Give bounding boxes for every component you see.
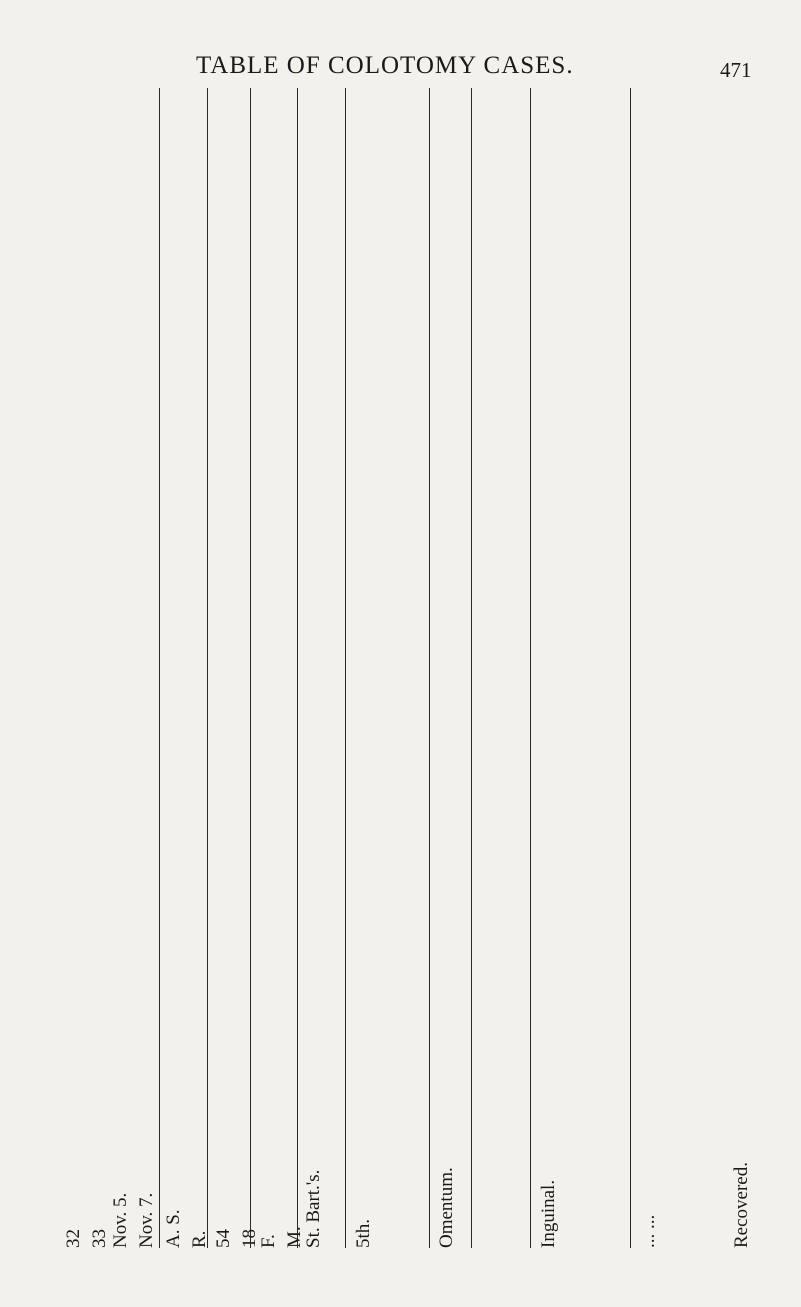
column-rule	[207, 88, 208, 1248]
column-rule	[159, 88, 160, 1248]
column-rule	[471, 88, 472, 1248]
patient-initials: A. S.	[163, 1209, 184, 1248]
column-rule	[630, 88, 631, 1248]
column-rule	[429, 88, 430, 1248]
column-rule	[530, 88, 531, 1248]
page-header	[0, 52, 801, 82]
colotomy-table	[55, 88, 755, 1248]
case-source: St. Bart.'s.	[303, 1169, 324, 1248]
page-number: 471	[720, 58, 752, 82]
case-notes: ... ...	[638, 1214, 659, 1248]
column-rule	[250, 88, 251, 1248]
patient-sex: M.	[284, 1226, 305, 1248]
case-number: 33	[89, 1229, 110, 1248]
patient-sex: F.	[258, 1234, 279, 1248]
case-date: Nov. 7.	[136, 1192, 157, 1248]
hernia-site: Inguinal.	[538, 1179, 559, 1248]
column-rule	[297, 88, 298, 1248]
day-of-operation: 5th.	[353, 1218, 374, 1248]
patient-age: 18	[239, 1229, 260, 1248]
case-result: Recovered.	[731, 1162, 752, 1248]
patient-initials: R.	[189, 1230, 210, 1248]
case-number: 32	[63, 1229, 84, 1248]
column-rule	[345, 88, 346, 1248]
case-date: Nov. 5.	[110, 1192, 131, 1248]
running-title: TABLE OF COLOTOMY CASES.	[196, 52, 574, 79]
patient-age: 54	[213, 1229, 234, 1248]
part-strangulated: Omentum.	[436, 1167, 457, 1248]
